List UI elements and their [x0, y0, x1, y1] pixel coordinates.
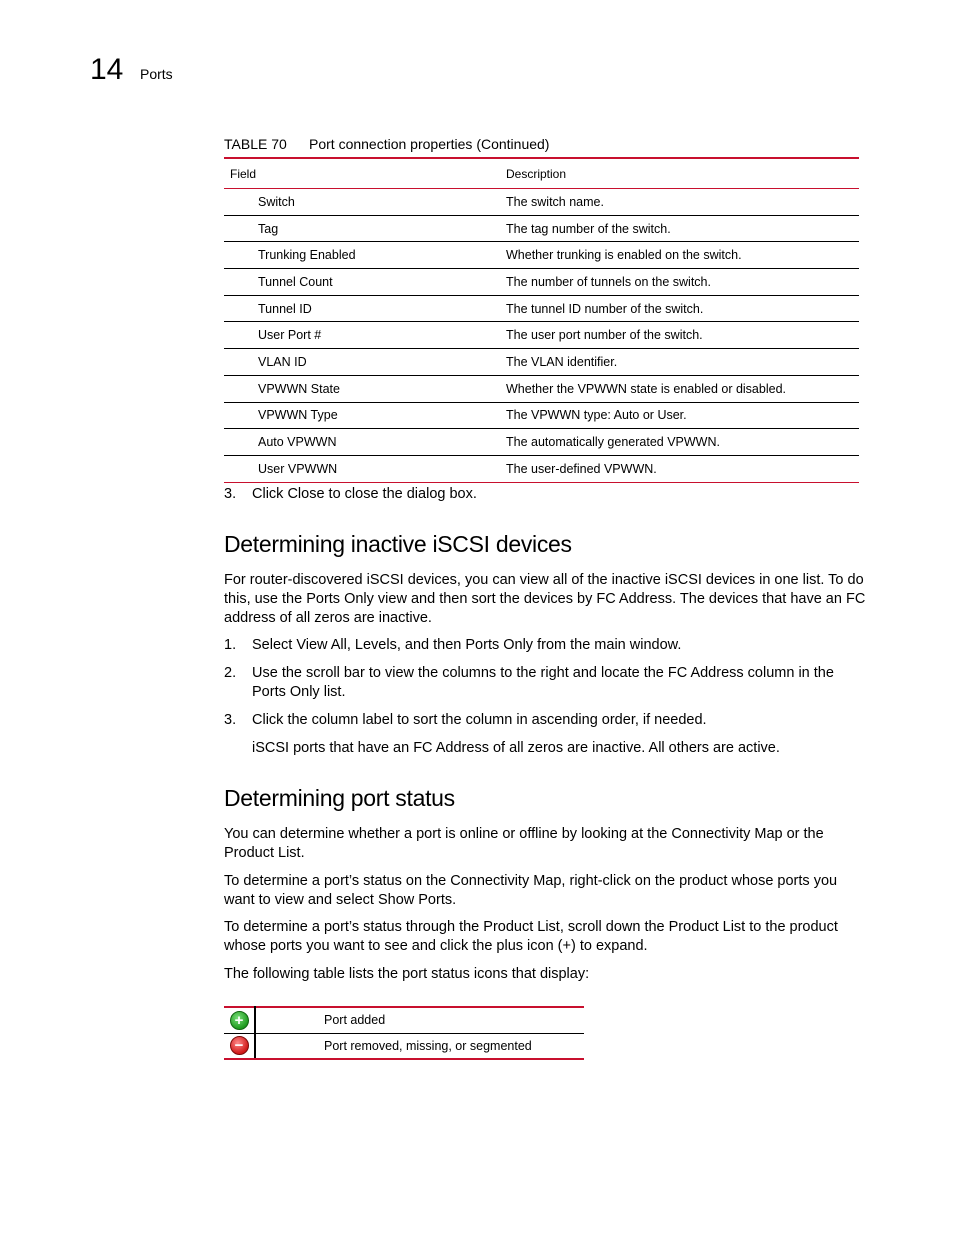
field-cell: User Port # [224, 322, 506, 349]
description-cell: The user port number of the switch. [506, 322, 859, 349]
table-row [224, 349, 859, 376]
field-cell: Tunnel Count [224, 269, 506, 296]
step-text: Select View All, Levels, and then Ports Only from the main window. [252, 637, 682, 653]
port-removed-icon: − [230, 1036, 249, 1055]
table-row [224, 1033, 584, 1059]
port-status-icons-table [224, 1006, 584, 1060]
table-row [224, 189, 859, 216]
description-cell: The switch name. [506, 189, 859, 216]
description-cell: Whether trunking is enabled on the switch. [506, 242, 859, 269]
step-text: Use the scroll bar to view the columns to the right and locate the FC Address column in the Ports Only list. [252, 665, 834, 700]
step-text: Click Close to close the dialog box. [252, 486, 477, 502]
table-row [224, 429, 859, 456]
section2-p2: To determine a port’s status on the Connectivity Map, right-click on the product whose ports you want to view and select Show Ports. [224, 873, 838, 908]
table-row [224, 402, 859, 429]
step-number: 1. [224, 637, 237, 653]
icon-cell [224, 1007, 255, 1033]
section2-p4: The following table lists the port status icons that display: [224, 966, 590, 982]
ui-show-ports: Show Ports [377, 892, 453, 908]
description-cell: The tunnel ID number of the switch. [506, 295, 859, 322]
port-properties-table [224, 157, 859, 483]
field-cell: Switch [224, 189, 506, 216]
step-number: 3. [224, 712, 237, 728]
section-heading-port-status: Determining port status [224, 785, 455, 811]
port-added-icon: + [230, 1011, 249, 1030]
description-cell: The tag number of the switch. [506, 215, 859, 242]
table-caption [224, 136, 549, 152]
ui-ports-only: Ports Only [306, 591, 374, 607]
status-label: Port removed, missing, or segmented [255, 1033, 584, 1059]
table-row [224, 295, 859, 322]
table-row [224, 455, 859, 482]
description-cell: The VPWWN type: Auto or User. [506, 402, 859, 429]
field-cell: Auto VPWWN [224, 429, 506, 456]
column-header-field: Field [224, 158, 506, 189]
step-number: 3. [224, 486, 237, 502]
field-cell: Tag [224, 215, 506, 242]
column-header-description: Description [506, 158, 859, 189]
field-cell: User VPWWN [224, 455, 506, 482]
icon-cell [224, 1033, 255, 1059]
table-row [224, 269, 859, 296]
field-cell: Tunnel ID [224, 295, 506, 322]
section2-p3: To determine a port’s status through the Product List, scroll down the Product List to the product whose ports you want to see and click the plus icon (+) to expand. [224, 919, 838, 954]
ui-close-label: Close [287, 486, 325, 502]
section-heading-inactive-iscsi: Determining inactive iSCSI devices [224, 531, 572, 557]
table-title: Port connection properties (Continued) [309, 136, 550, 152]
table-label: TABLE 70 [224, 136, 287, 152]
section1-intro: For router-discovered iSCSI devices, you can view all of the inactive iSCSI devices in one list. To do this, use the Ports Only view and then sort the devices by FC Address. The devices that have an FC address of all zeros are inactive. [224, 572, 866, 626]
description-cell: Whether the VPWWN state is enabled or disabled. [506, 375, 859, 402]
table-row [224, 1007, 584, 1033]
field-cell: VPWWN State [224, 375, 506, 402]
chapter-number: 14 [90, 53, 124, 86]
table-row [224, 215, 859, 242]
field-cell: VPWWN Type [224, 402, 506, 429]
chapter-title: Ports [140, 66, 173, 82]
table-row [224, 322, 859, 349]
field-cell: VLAN ID [224, 349, 506, 376]
description-cell: The automatically generated VPWWN. [506, 429, 859, 456]
table-row [224, 242, 859, 269]
status-label: Port added [255, 1007, 584, 1033]
description-cell: The user-defined VPWWN. [506, 455, 859, 482]
section2-p1: You can determine whether a port is online or offline by looking at the Connectivity Map or the Product List. [224, 826, 824, 861]
step-text: Click the column label to sort the column in ascending order, if needed. [252, 712, 707, 728]
field-cell: Trunking Enabled [224, 242, 506, 269]
description-cell: The number of tunnels on the switch. [506, 269, 859, 296]
table-header-row [224, 158, 859, 189]
description-cell: The VLAN identifier. [506, 349, 859, 376]
step-number: 2. [224, 665, 237, 681]
table-row [224, 375, 859, 402]
section1-note: iSCSI ports that have an FC Address of all zeros are inactive. All others are active. [252, 740, 780, 756]
